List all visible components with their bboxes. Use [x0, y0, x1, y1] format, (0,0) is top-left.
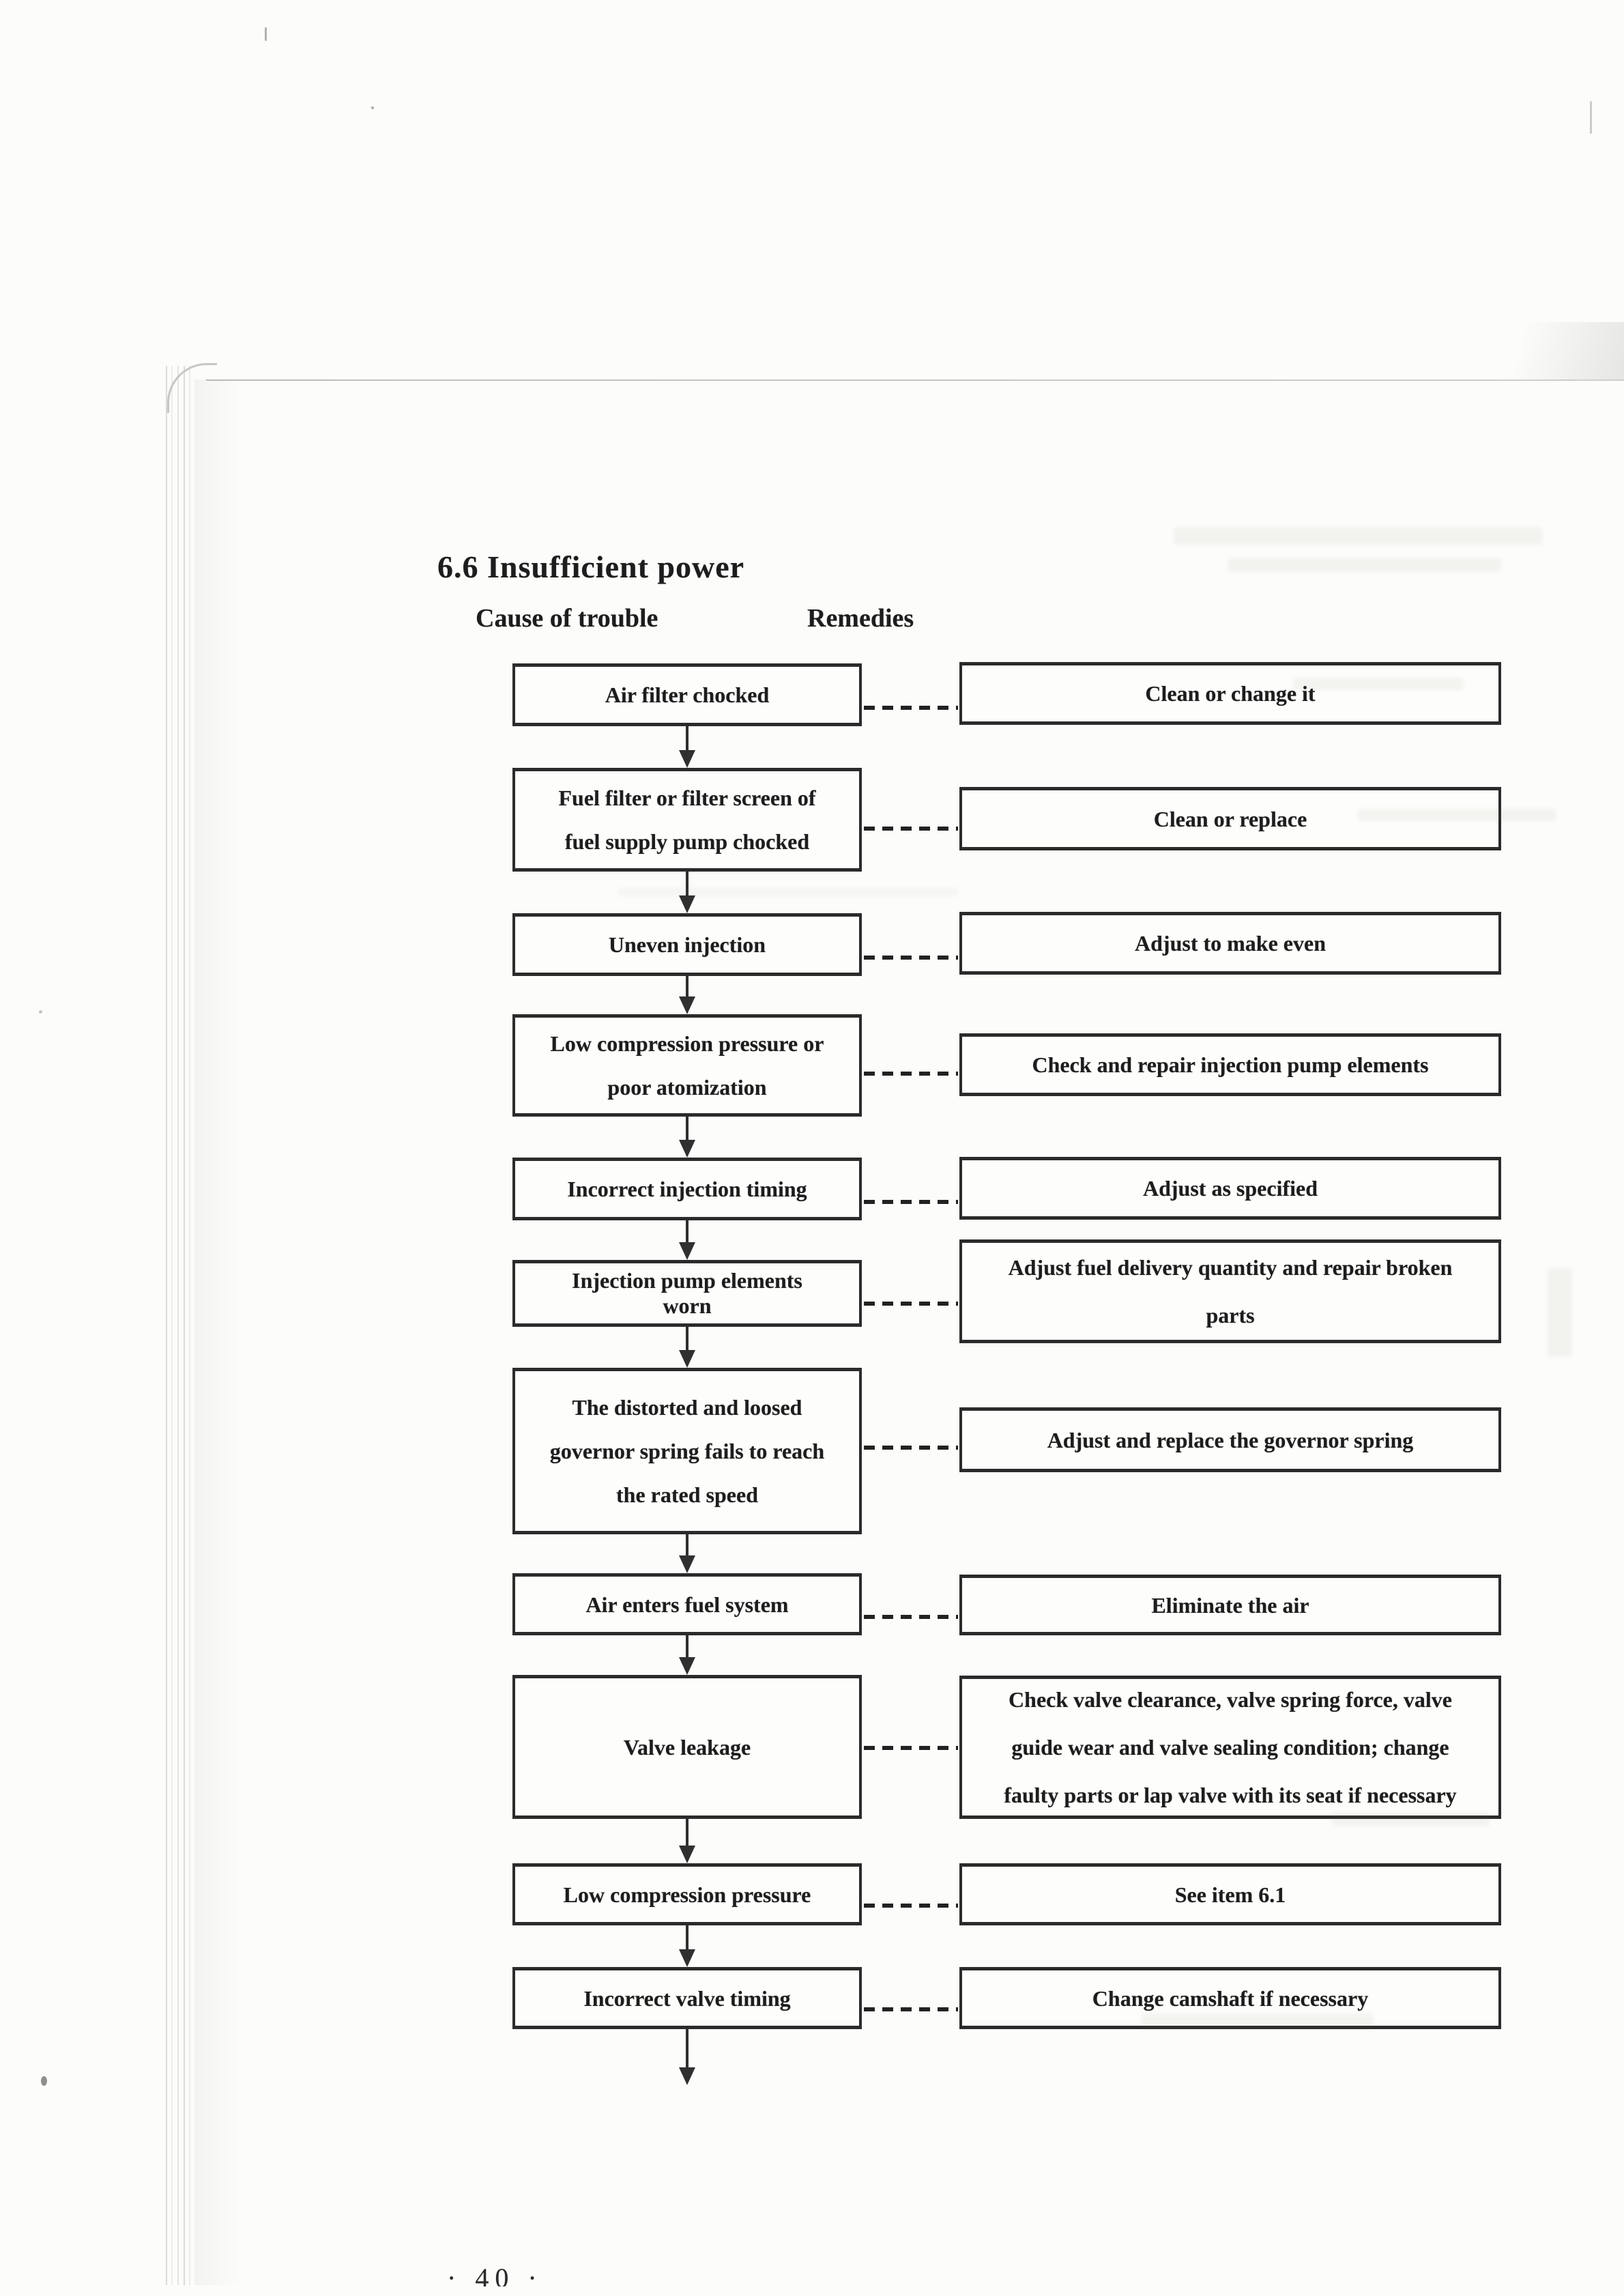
dashed-connector [864, 1746, 958, 1750]
remedy-line: Clean or change it [1145, 681, 1316, 706]
dashed-connector [864, 1302, 958, 1306]
bleedthrough-smudge [1228, 558, 1501, 572]
remedy-line: parts [1206, 1303, 1255, 1328]
cause-line: governor spring fails to reach [549, 1439, 825, 1463]
flow-arrow-head [679, 895, 695, 913]
cause-box [512, 1260, 862, 1327]
remedy-line: Adjust to make even [1135, 931, 1326, 956]
bleedthrough-smudge [1358, 809, 1556, 821]
flow-arrow-stem [686, 1925, 688, 1949]
remedy-line: Adjust as specified [1142, 1176, 1318, 1201]
flow-arrow-head [679, 1350, 695, 1368]
remedy-line: faulty parts or lap valve with its seat if necessary [1004, 1783, 1457, 1807]
scan-speck [1590, 101, 1592, 134]
cause-box [512, 1863, 862, 1925]
remedy-line: Change camshaft if necessary [1092, 1985, 1369, 2011]
flow-arrow-head [679, 996, 695, 1014]
cause-line: Uneven injection [608, 932, 766, 957]
remedy-box [959, 662, 1501, 725]
remedy-box [959, 1407, 1501, 1472]
cause-line: Valve leakage [623, 1734, 751, 1760]
scan-shadow-top-right [1474, 322, 1624, 379]
cause-box [512, 1967, 862, 2029]
remedy-line: Clean or replace [1153, 806, 1307, 831]
flow-arrow-head [679, 1140, 695, 1158]
cause-box [512, 1675, 862, 1819]
dashed-connector [864, 2007, 958, 2011]
dashed-connector [864, 1200, 958, 1204]
cause-line: Low compression pressure [563, 1882, 811, 1907]
flow-arrow-head [679, 2067, 695, 2085]
scan-speck [265, 27, 267, 41]
flow-arrow-stem [686, 1819, 688, 1846]
bleedthrough-smudge [618, 887, 959, 897]
remedy-line: Adjust and replace the governor spring [1047, 1427, 1414, 1452]
cause-box [512, 663, 862, 726]
bleedthrough-smudge [1293, 678, 1464, 690]
section-title: 6.6 Insufficient power [437, 549, 745, 584]
remedy-line: Check and repair injection pump elements [1032, 1052, 1429, 1077]
remedy-line: Check valve clearance, valve spring force, valve [1009, 1687, 1452, 1712]
remedy-line: Adjust fuel delivery quantity and repair broken [1008, 1255, 1453, 1280]
remedy-box [959, 1863, 1501, 1925]
flow-arrow-stem [686, 2029, 688, 2067]
cause-line: Fuel filter or filter screen of [558, 786, 816, 810]
scan-speck [371, 106, 374, 109]
flow-arrow-head [679, 1846, 695, 1863]
cause-line: Incorrect valve timing [583, 1985, 791, 2011]
remedy-line: Eliminate the air [1151, 1592, 1309, 1618]
flow-arrow-stem [686, 1220, 688, 1242]
cause-box [512, 1158, 862, 1220]
column-header-remedies: Remedies [807, 604, 914, 633]
remedy-line: See item 6.1 [1174, 1882, 1286, 1907]
cause-box [512, 1573, 862, 1635]
column-header-cause: Cause of trouble [476, 604, 658, 633]
scan-speck [41, 2076, 47, 2086]
remedy-box [959, 1676, 1501, 1819]
scan-speck [39, 1010, 42, 1014]
page-number: · 40 · [447, 2263, 543, 2286]
page-top-edge [206, 379, 1624, 381]
cause-box [512, 1368, 862, 1534]
bleedthrough-smudge [1548, 1268, 1572, 1357]
cause-line: fuel supply pump chocked [564, 829, 810, 854]
cause-box [512, 768, 862, 872]
bleedthrough-smudge [1141, 2013, 1373, 2030]
bleedthrough-smudge [1174, 527, 1542, 545]
page-left-edge-texture [166, 366, 194, 2285]
flow-arrow-head [679, 1657, 695, 1675]
dashed-connector [864, 706, 958, 710]
cause-line: worn [663, 1293, 712, 1318]
flow-arrow-stem [686, 726, 688, 750]
cause-box [512, 913, 862, 976]
dashed-connector [864, 956, 958, 960]
flow-arrow-stem [686, 1327, 688, 1350]
cause-line: Incorrect injection timing [567, 1177, 807, 1201]
cause-line: Air enters fuel system [585, 1592, 789, 1617]
remedy-box [959, 1157, 1501, 1220]
dashed-connector [864, 1072, 958, 1076]
cause-line: The distorted and loosed [572, 1395, 802, 1420]
flow-arrow-head [679, 750, 695, 768]
cause-line: Injection pump elements [572, 1268, 802, 1293]
cause-line: Air filter chocked [605, 683, 770, 707]
cause-line: the rated speed [616, 1482, 758, 1507]
flow-arrow-stem [686, 1635, 688, 1657]
remedy-box [959, 1033, 1501, 1096]
flow-arrow-stem [686, 1534, 688, 1555]
flow-arrow-stem [686, 1117, 688, 1140]
dashed-connector [864, 1615, 958, 1619]
cause-line: Low compression pressure or [550, 1031, 824, 1056]
dashed-connector [864, 1446, 958, 1450]
flow-arrow-stem [686, 976, 688, 996]
page-gutter-shadow [194, 379, 242, 2285]
flow-arrow-head [679, 1242, 695, 1260]
remedy-box [959, 912, 1501, 975]
flow-arrow-head [679, 1555, 695, 1573]
cause-box [512, 1014, 862, 1117]
footer [447, 2262, 570, 2286]
flow-arrow-head [679, 1949, 695, 1967]
dashed-connector [864, 1904, 958, 1908]
remedy-line: guide wear and valve sealing condition; change [1011, 1735, 1449, 1760]
cause-line: poor atomization [607, 1075, 767, 1100]
bleedthrough-smudge [1332, 1813, 1489, 1826]
remedy-box [959, 1239, 1501, 1343]
remedy-box [959, 1575, 1501, 1635]
dashed-connector [864, 827, 958, 831]
